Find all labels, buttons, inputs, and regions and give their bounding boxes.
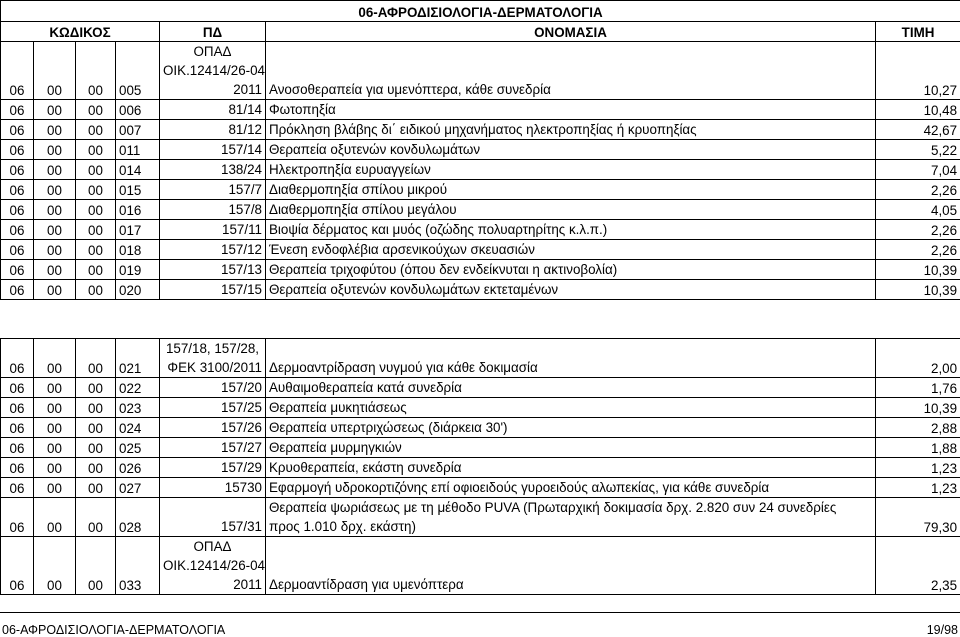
table-row <box>1 398 960 418</box>
code-part-c: 00 <box>76 537 116 595</box>
pd-cell <box>160 140 266 160</box>
table-row <box>1 498 960 537</box>
price-cell: 79,30 <box>876 498 960 537</box>
price-cell: 2,26 <box>876 240 960 260</box>
name-line: Θεραπεία τριχοφύτου (όπου δεν ενδείκνυται η ακτινοβολία) <box>269 260 872 279</box>
code-part-c: 00 <box>76 378 116 398</box>
name-cell <box>266 200 876 220</box>
header-name: ΟΝΟΜΑΣΙΑ <box>266 22 876 42</box>
name-line: Δερμοαντρίδραση νυγμού για κάθε δοκιμασία <box>269 358 872 377</box>
code-part-c: 00 <box>76 200 116 220</box>
pd-line: 157/13 <box>163 260 262 279</box>
code-part-a: 06 <box>1 200 34 220</box>
name-cell <box>266 537 876 595</box>
pd-line: ΦΕΚ 3100/2011 <box>163 358 262 377</box>
pd-line: 157/11 <box>163 220 262 239</box>
code-part-d: 011 <box>116 140 160 160</box>
name-cell <box>266 398 876 418</box>
pd-cell <box>160 260 266 280</box>
code-part-d: 026 <box>116 458 160 478</box>
pd-line: 157/12 <box>163 240 262 259</box>
table-row <box>1 458 960 478</box>
code-part-d: 015 <box>116 180 160 200</box>
pd-cell <box>160 220 266 240</box>
pd-line: 81/14 <box>163 100 262 119</box>
code-part-d: 023 <box>116 398 160 418</box>
code-part-d: 014 <box>116 160 160 180</box>
pd-cell <box>160 398 266 418</box>
code-part-c: 00 <box>76 140 116 160</box>
code-part-a: 06 <box>1 240 34 260</box>
code-part-b: 00 <box>34 100 76 120</box>
table-row <box>1 140 960 160</box>
title-row <box>1 1 960 22</box>
pd-cell <box>160 240 266 260</box>
code-part-b: 00 <box>34 120 76 140</box>
table-row <box>1 160 960 180</box>
name-cell <box>266 220 876 240</box>
code-part-d: 022 <box>116 378 160 398</box>
table-row <box>1 260 960 280</box>
price-cell: 10,27 <box>876 42 960 100</box>
pd-line: 157/7 <box>163 180 262 199</box>
price-cell: 42,67 <box>876 120 960 140</box>
code-part-c: 00 <box>76 478 116 498</box>
code-part-d: 005 <box>116 42 160 100</box>
pd-cell <box>160 418 266 438</box>
code-part-c: 00 <box>76 220 116 240</box>
table-row <box>1 42 960 100</box>
pd-line: 2011 <box>163 575 262 594</box>
code-part-d: 016 <box>116 200 160 220</box>
table-row <box>1 537 960 595</box>
table-row <box>1 418 960 438</box>
code-part-a: 06 <box>1 498 34 537</box>
code-part-a: 06 <box>1 260 34 280</box>
page-footer <box>0 612 960 633</box>
name-cell <box>266 100 876 120</box>
name-line: Διαθερμοπηξία σπίλου μικρού <box>269 180 872 199</box>
code-part-d: 024 <box>116 418 160 438</box>
code-part-b: 00 <box>34 180 76 200</box>
code-part-c: 00 <box>76 180 116 200</box>
table-row <box>1 100 960 120</box>
name-line: Θεραπεία μυρμηγκιών <box>269 438 872 457</box>
pd-line: 157/26 <box>163 418 262 437</box>
code-part-b: 00 <box>34 378 76 398</box>
name-line: Θεραπεία οξυτενών κονδυλωμάτων <box>269 140 872 159</box>
code-part-d: 007 <box>116 120 160 140</box>
name-cell <box>266 120 876 140</box>
pd-line: ΟΠΑΔ <box>163 537 262 556</box>
pd-line: 2011 <box>163 80 262 99</box>
price-cell: 10,39 <box>876 398 960 418</box>
name-cell <box>266 498 876 537</box>
spacer-cell <box>1 300 960 339</box>
code-part-b: 00 <box>34 220 76 240</box>
pd-cell <box>160 537 266 595</box>
code-part-b: 00 <box>34 160 76 180</box>
pd-cell <box>160 498 266 537</box>
code-part-d: 006 <box>116 100 160 120</box>
price-cell: 2,88 <box>876 418 960 438</box>
table-row <box>1 200 960 220</box>
code-part-c: 00 <box>76 260 116 280</box>
code-part-c: 00 <box>76 458 116 478</box>
pd-line: ΟΠΑΔ <box>163 42 262 61</box>
pd-line: 157/25 <box>163 398 262 417</box>
table-row <box>1 438 960 458</box>
pd-line: ΟΙΚ.12414/26-04 <box>163 61 262 80</box>
name-line: Δερμοαντίδραση για υμενόπτερα <box>269 575 872 594</box>
code-part-b: 00 <box>34 418 76 438</box>
name-line: Αυθαιμοθεραπεία κατά συνεδρία <box>269 378 872 397</box>
header-code: ΚΩΔΙΚΟΣ <box>1 22 160 42</box>
name-line: Εφαρμογή υδροκορτιζόνης επί οφιοειδούς γυροειδούς αλωπεκίας, για κάθε συνεδρία <box>269 478 872 497</box>
name-line: Φωτοπηξία <box>269 100 872 119</box>
price-cell: 5,22 <box>876 140 960 160</box>
pd-cell <box>160 280 266 300</box>
name-line: Ένεση ενδοφλέβια αρσενικούχων σκευασιών <box>269 240 872 259</box>
pd-line: 157/27 <box>163 438 262 457</box>
code-part-a: 06 <box>1 398 34 418</box>
price-cell: 10,39 <box>876 280 960 300</box>
code-part-a: 06 <box>1 418 34 438</box>
code-part-a: 06 <box>1 220 34 240</box>
pd-cell <box>160 42 266 100</box>
table-row <box>1 180 960 200</box>
price-cell: 2,26 <box>876 220 960 240</box>
name-cell <box>266 140 876 160</box>
footer-page-number: 19/98 <box>927 623 958 637</box>
name-cell <box>266 478 876 498</box>
code-part-a: 06 <box>1 120 34 140</box>
pd-line: 157/14 <box>163 140 262 159</box>
code-part-c: 00 <box>76 280 116 300</box>
code-part-a: 06 <box>1 100 34 120</box>
table-row <box>1 378 960 398</box>
code-part-d: 027 <box>116 478 160 498</box>
name-line: Θεραπεία μυκητιάσεως <box>269 398 872 417</box>
pd-cell <box>160 100 266 120</box>
name-cell <box>266 42 876 100</box>
price-cell: 1,23 <box>876 458 960 478</box>
table-row <box>1 120 960 140</box>
code-part-a: 06 <box>1 140 34 160</box>
code-part-b: 00 <box>34 537 76 595</box>
table-row <box>1 339 960 378</box>
pd-line: 81/12 <box>163 120 262 139</box>
code-part-b: 00 <box>34 438 76 458</box>
code-part-c: 00 <box>76 438 116 458</box>
price-cell: 2,26 <box>876 180 960 200</box>
code-part-a: 06 <box>1 280 34 300</box>
pd-line: 157/18, 157/28, <box>163 339 262 358</box>
name-line: Θεραπεία οξυτενών κονδυλωμάτων εκτεταμένων <box>269 280 872 299</box>
code-part-a: 06 <box>1 42 34 100</box>
name-line: Ανοσοθεραπεία για υμενόπτερα, κάθε συνεδρία <box>269 80 872 99</box>
code-part-b: 00 <box>34 478 76 498</box>
name-cell <box>266 378 876 398</box>
code-part-d: 019 <box>116 260 160 280</box>
pd-line: 157/8 <box>163 200 262 219</box>
pd-cell <box>160 200 266 220</box>
table-row <box>1 220 960 240</box>
price-cell: 1,88 <box>876 438 960 458</box>
code-part-c: 00 <box>76 418 116 438</box>
name-line: Διαθερμοπηξία σπίλου μεγάλου <box>269 200 872 219</box>
code-part-c: 00 <box>76 120 116 140</box>
code-part-a: 06 <box>1 378 34 398</box>
header-row <box>1 22 960 42</box>
code-part-d: 018 <box>116 240 160 260</box>
code-part-c: 00 <box>76 339 116 378</box>
pd-line: ΟΙΚ.12414/26-04 <box>163 556 262 575</box>
table-body <box>1 42 960 595</box>
code-part-a: 06 <box>1 160 34 180</box>
name-line: Βιοψία δέρματος και μυός (οζώδης πολυαρτηρίτης κ.λ.π.) <box>269 220 872 239</box>
code-part-d: 033 <box>116 537 160 595</box>
code-part-c: 00 <box>76 240 116 260</box>
pd-line: 157/15 <box>163 280 262 299</box>
page-title: 06-ΑΦΡΟΔΙΣΙΟΛΟΓΙΑ-ΔΕΡΜΑΤΟΛΟΓΙΑ <box>1 1 960 22</box>
code-part-b: 00 <box>34 140 76 160</box>
code-part-a: 06 <box>1 537 34 595</box>
price-cell: 10,39 <box>876 260 960 280</box>
header-price: ΤΙΜΗ <box>876 22 960 42</box>
name-cell <box>266 240 876 260</box>
code-part-c: 00 <box>76 398 116 418</box>
code-part-b: 00 <box>34 200 76 220</box>
pd-cell <box>160 339 266 378</box>
pd-cell <box>160 438 266 458</box>
code-part-d: 021 <box>116 339 160 378</box>
name-cell <box>266 180 876 200</box>
code-part-b: 00 <box>34 260 76 280</box>
code-part-a: 06 <box>1 180 34 200</box>
code-part-b: 00 <box>34 398 76 418</box>
footer-section-name: 06-ΑΦΡΟΔΙΣΙΟΛΟΓΙΑ-ΔΕΡΜΑΤΟΛΟΓΙΑ <box>2 623 225 637</box>
code-part-b: 00 <box>34 280 76 300</box>
code-part-b: 00 <box>34 240 76 260</box>
code-part-c: 00 <box>76 498 116 537</box>
table-row <box>1 478 960 498</box>
price-cell: 2,35 <box>876 537 960 595</box>
price-cell: 1,23 <box>876 478 960 498</box>
pd-cell <box>160 160 266 180</box>
spacer-row <box>1 300 960 339</box>
pd-line: 15730 <box>163 478 262 497</box>
name-line: Κρυοθεραπεία, εκάστη συνεδρία <box>269 458 872 477</box>
code-part-b: 00 <box>34 458 76 478</box>
pd-line: 157/20 <box>163 378 262 397</box>
name-cell <box>266 438 876 458</box>
name-cell <box>266 160 876 180</box>
name-cell <box>266 458 876 478</box>
code-part-c: 00 <box>76 160 116 180</box>
code-part-d: 028 <box>116 498 160 537</box>
table-row <box>1 280 960 300</box>
code-part-c: 00 <box>76 100 116 120</box>
code-part-d: 017 <box>116 220 160 240</box>
name-cell <box>266 418 876 438</box>
code-part-a: 06 <box>1 339 34 378</box>
table-row <box>1 240 960 260</box>
code-part-d: 020 <box>116 280 160 300</box>
name-cell <box>266 260 876 280</box>
code-part-b: 00 <box>34 498 76 537</box>
code-part-a: 06 <box>1 458 34 478</box>
pd-cell <box>160 378 266 398</box>
name-line: προς 1.010 δρχ. εκάστη) <box>269 517 872 536</box>
code-part-b: 00 <box>34 339 76 378</box>
pd-cell <box>160 120 266 140</box>
pd-line: 157/31 <box>163 517 262 536</box>
name-line: Θεραπεία υπερτριχώσεως (διάρκεια 30') <box>269 418 872 437</box>
price-cell: 1,76 <box>876 378 960 398</box>
code-part-d: 025 <box>116 438 160 458</box>
code-part-a: 06 <box>1 478 34 498</box>
name-line: Ηλεκτροπηξία ευρυαγγείων <box>269 160 872 179</box>
name-cell <box>266 339 876 378</box>
pd-cell <box>160 458 266 478</box>
price-cell: 7,04 <box>876 160 960 180</box>
code-part-a: 06 <box>1 438 34 458</box>
header-pd: ΠΔ <box>160 22 266 42</box>
pd-line: 138/24 <box>163 160 262 179</box>
pd-line: 157/29 <box>163 458 262 477</box>
price-cell: 2,00 <box>876 339 960 378</box>
name-line: Πρόκληση βλάβης δι΄ ειδικού μηχανήματος ηλεκτροπηξίας ή κρυοπηξίας <box>269 120 872 139</box>
name-cell <box>266 280 876 300</box>
name-line: Θεραπεία ψωριάσεως με τη μέθοδο PUVA (Πρωταρχική δοκιμασία δρχ. 2.820 συν 24 συνεδρίες <box>269 498 872 517</box>
pd-cell <box>160 180 266 200</box>
pd-cell <box>160 478 266 498</box>
code-part-b: 00 <box>34 42 76 100</box>
price-cell: 10,48 <box>876 100 960 120</box>
code-part-c: 00 <box>76 42 116 100</box>
price-cell: 4,05 <box>876 200 960 220</box>
